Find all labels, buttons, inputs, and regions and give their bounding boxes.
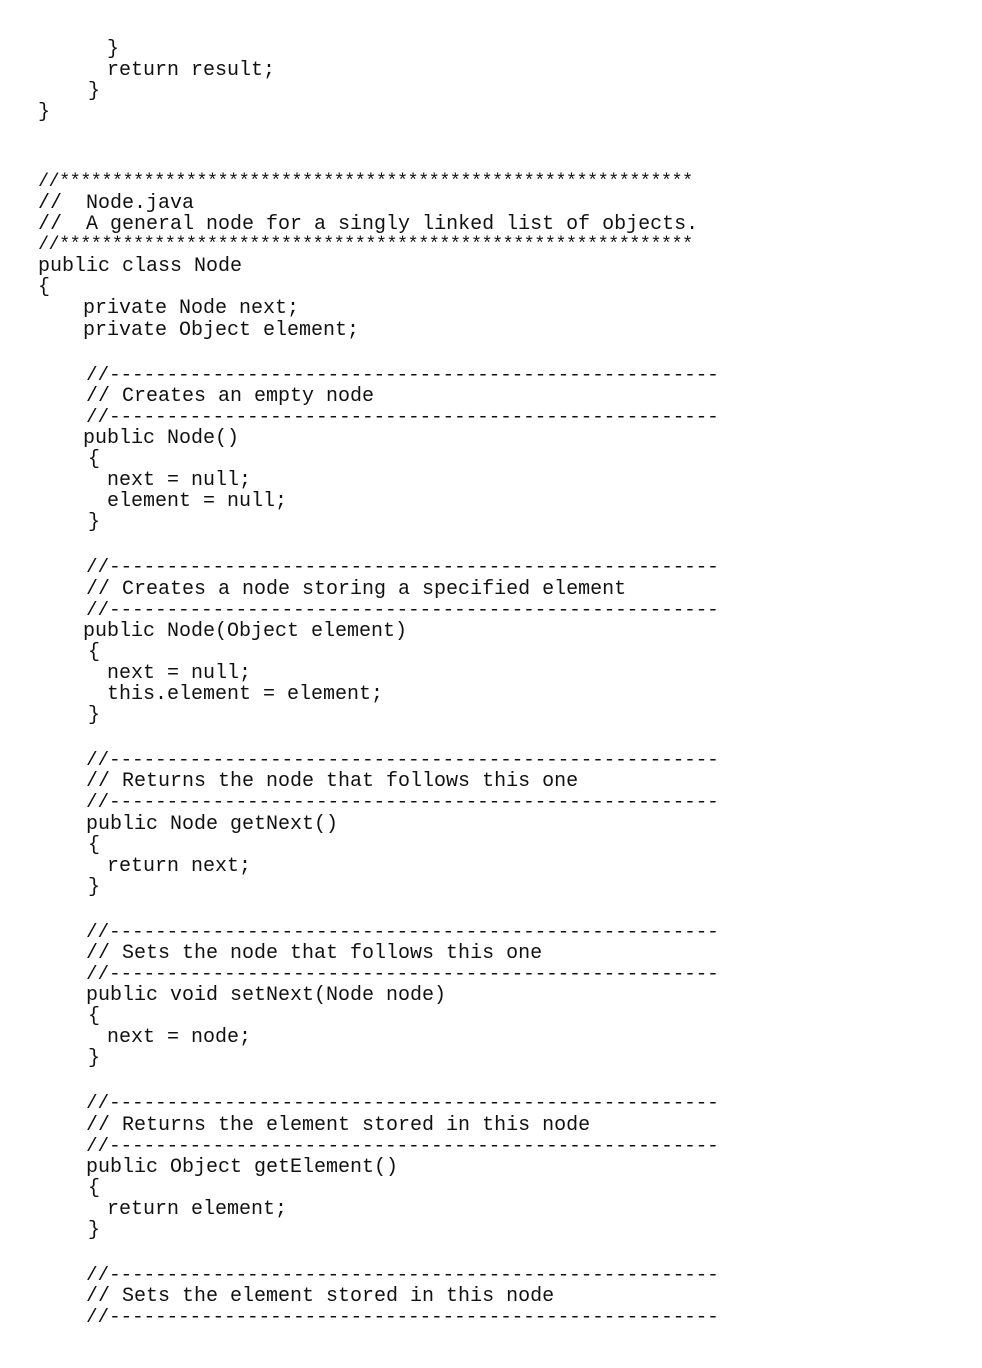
code-line: } xyxy=(107,38,120,61)
method-signature: public Object getElement() xyxy=(86,1156,399,1179)
code-line: } xyxy=(88,1047,101,1070)
comment-border-line: //************************************************************ xyxy=(38,234,693,255)
file-description-comment: // A general node for a singly linked list of objects. xyxy=(38,213,699,236)
method-comment: // Creates a node storing a specified element xyxy=(86,578,627,601)
separator-comment: //----------------------------------------------------- xyxy=(86,963,719,985)
method-signature: public Node(Object element) xyxy=(83,620,408,643)
code-line: return result; xyxy=(107,59,276,82)
code-line: next = null; xyxy=(107,469,252,492)
separator-comment: //----------------------------------------------------- xyxy=(86,556,719,578)
method-signature: public Node() xyxy=(83,427,240,450)
separator-comment: //----------------------------------------------------- xyxy=(86,1092,719,1114)
code-line: { xyxy=(88,448,101,471)
code-line: { xyxy=(88,1177,101,1200)
code-line: { xyxy=(38,276,51,299)
code-line: return next; xyxy=(107,855,252,878)
separator-comment: //----------------------------------------------------- xyxy=(86,406,719,428)
code-line: element = null; xyxy=(107,490,288,513)
code-line: this.element = element; xyxy=(107,683,384,706)
comment-border-line: //************************************************************ xyxy=(38,171,693,192)
method-comment: // Returns the node that follows this one xyxy=(86,770,579,793)
method-signature: public Node getNext() xyxy=(86,813,339,836)
separator-comment: //----------------------------------------------------- xyxy=(86,1306,719,1328)
separator-comment: //----------------------------------------------------- xyxy=(86,1264,719,1286)
separator-comment: //----------------------------------------------------- xyxy=(86,921,719,943)
code-line: } xyxy=(38,101,51,124)
separator-comment: //----------------------------------------------------- xyxy=(86,599,719,621)
file-title-comment: // Node.java xyxy=(38,192,195,215)
method-comment: // Returns the element stored in this node xyxy=(86,1114,591,1137)
code-line: } xyxy=(88,1219,101,1242)
code-line: next = node; xyxy=(107,1026,252,1049)
field-declaration: private Node next; xyxy=(83,297,300,320)
field-declaration: private Object element; xyxy=(83,319,360,342)
code-line: } xyxy=(88,511,101,534)
code-line: } xyxy=(88,80,101,103)
code-line: return element; xyxy=(107,1198,288,1221)
class-declaration: public class Node xyxy=(38,255,243,278)
code-line: } xyxy=(88,704,101,727)
separator-comment: //----------------------------------------------------- xyxy=(86,791,719,813)
method-comment: // Sets the element stored in this node xyxy=(86,1285,555,1308)
method-signature: public void setNext(Node node) xyxy=(86,984,447,1007)
separator-comment: //----------------------------------------------------- xyxy=(86,1135,719,1157)
method-comment: // Creates an empty node xyxy=(86,385,375,408)
code-line: { xyxy=(88,641,101,664)
method-comment: // Sets the node that follows this one xyxy=(86,942,543,965)
code-line: next = null; xyxy=(107,662,252,685)
separator-comment: //----------------------------------------------------- xyxy=(86,749,719,771)
code-line: { xyxy=(88,834,101,857)
separator-comment: //----------------------------------------------------- xyxy=(86,364,719,386)
code-line: } xyxy=(88,876,101,899)
code-line: { xyxy=(88,1005,101,1028)
